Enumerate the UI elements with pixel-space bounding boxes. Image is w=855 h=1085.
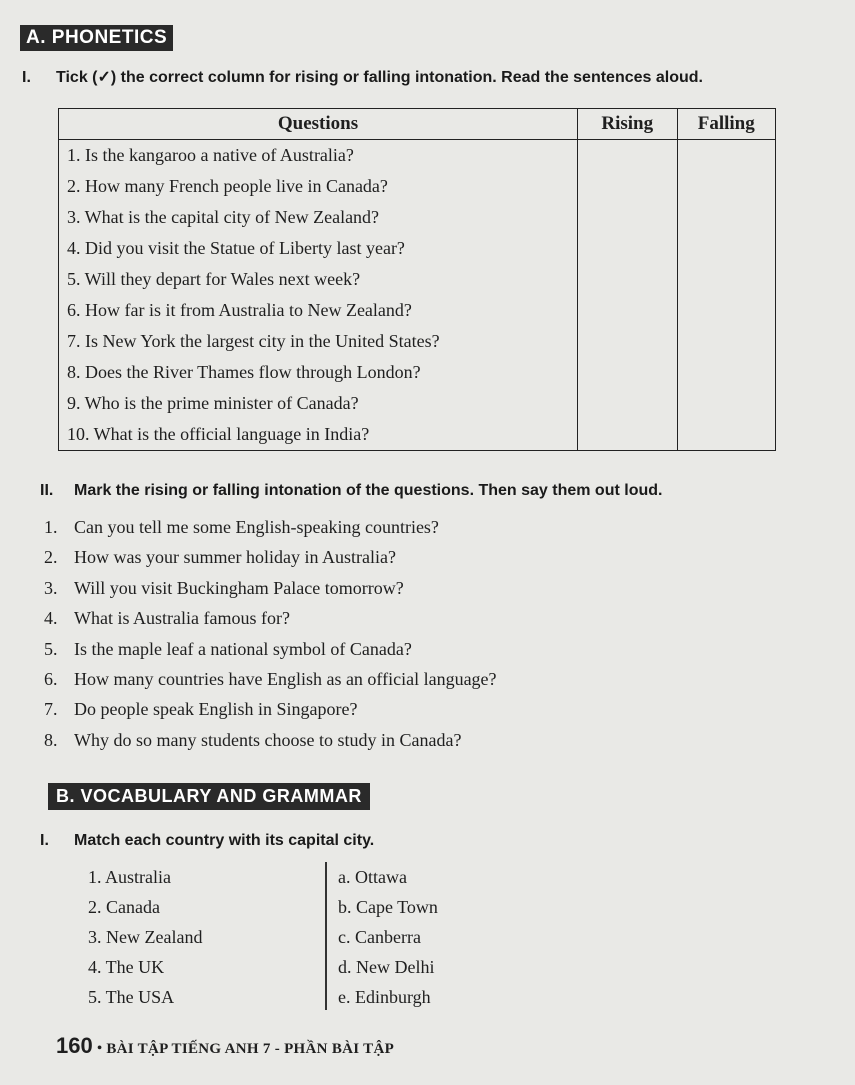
falling-tick-cell[interactable] <box>677 202 776 233</box>
rising-tick-cell[interactable] <box>578 388 677 419</box>
list-item: 5. Is the maple leaf a national symbol of Canada? <box>44 638 412 659</box>
falling-tick-cell[interactable] <box>677 326 776 357</box>
falling-tick-cell[interactable] <box>677 233 776 264</box>
falling-header: Falling <box>677 109 776 140</box>
question-cell: 9. Who is the prime minister of Canada? <box>59 388 578 419</box>
exercise-b1-number: I. <box>40 832 49 849</box>
falling-tick-cell[interactable] <box>677 140 776 172</box>
footer-bullet: • <box>96 1040 103 1057</box>
table-row <box>59 295 776 326</box>
exercise-a1-instruction <box>22 67 703 87</box>
table-row <box>59 202 776 233</box>
list-item: 1. Can you tell me some English-speaking countries? <box>44 517 439 537</box>
question-cell: 6. How far is it from Australia to New Zealand? <box>59 295 578 326</box>
rising-tick-cell[interactable] <box>578 295 677 326</box>
country-item: 5. The USA <box>88 987 175 1007</box>
rising-tick-cell[interactable] <box>578 357 677 388</box>
country-item: 4. The UK <box>88 957 165 977</box>
falling-tick-cell[interactable] <box>677 388 776 419</box>
exercise-a2-text: Mark the rising or falling intonation of the questions. Then say them out loud. <box>74 482 663 499</box>
question-cell: 4. Did you visit the Statue of Liberty last year? <box>59 233 578 264</box>
question-cell: 3. What is the capital city of New Zealand? <box>59 202 578 233</box>
list-item: 3. Will you visit Buckingham Palace tomorrow? <box>44 577 404 598</box>
exercise-a2-number: II. <box>40 482 54 499</box>
list-item: 4. What is Australia famous for? <box>44 608 290 629</box>
country-item: 3. New Zealand <box>88 927 203 947</box>
question-cell: 7. Is New York the largest city in the United States? <box>59 326 578 357</box>
question-cell: 5. Will they depart for Wales next week? <box>59 264 578 295</box>
capital-item: d. New Delhi <box>338 957 435 977</box>
table-row <box>59 171 776 202</box>
question-cell: 10. What is the official language in India? <box>59 419 578 451</box>
rising-tick-cell[interactable] <box>578 419 677 451</box>
rising-tick-cell[interactable] <box>578 202 677 233</box>
table-row <box>59 357 776 388</box>
table-row <box>59 233 776 264</box>
rising-tick-cell[interactable] <box>578 264 677 295</box>
list-item: 8. Why do so many students choose to study in Canada? <box>44 729 462 750</box>
exercise-b1-text: Match each country with its capital city. <box>74 832 375 849</box>
question-cell: 1. Is the kangaroo a native of Australia? <box>59 140 578 172</box>
falling-tick-cell[interactable] <box>677 171 776 202</box>
list-item: 2. How was your summer holiday in Australia? <box>44 547 396 568</box>
table-row <box>59 388 776 419</box>
country-item: 2. Canada <box>88 897 160 917</box>
falling-tick-cell[interactable] <box>677 419 776 451</box>
section-b-heading: B. VOCABULARY AND GRAMMAR <box>48 783 370 810</box>
capital-item: e. Edinburgh <box>338 987 431 1007</box>
exercise-a1-number: I. <box>22 69 31 86</box>
falling-tick-cell[interactable] <box>677 295 776 326</box>
rising-tick-cell[interactable] <box>578 233 677 264</box>
rising-tick-cell[interactable] <box>578 171 677 202</box>
intonation-question-list <box>44 512 497 755</box>
falling-tick-cell[interactable] <box>677 264 776 295</box>
intonation-table <box>58 108 776 451</box>
match-divider <box>325 862 327 1010</box>
table-row <box>59 264 776 295</box>
table-row <box>59 140 776 172</box>
questions-header: Questions <box>59 109 578 140</box>
exercise-a2-instruction <box>40 482 662 500</box>
rising-tick-cell[interactable] <box>578 326 677 357</box>
table-row <box>59 326 776 357</box>
exercise-b1-instruction <box>40 832 374 850</box>
rising-header: Rising <box>578 109 677 140</box>
book-title: BÀI TẬP TIẾNG ANH 7 - PHẦN BÀI TẬP <box>106 1041 395 1057</box>
country-item: 1. Australia <box>88 867 171 887</box>
table-row <box>59 419 776 451</box>
list-item: 7. Do people speak English in Singapore? <box>44 699 358 720</box>
rising-tick-cell[interactable] <box>578 140 677 172</box>
capital-item: a. Ottawa <box>338 867 407 887</box>
capital-item: c. Canberra <box>338 927 421 947</box>
list-item: 6. How many countries have English as an official language? <box>44 668 497 689</box>
capital-item: b. Cape Town <box>338 897 438 917</box>
exercise-a1-text: Tick (✓) the correct column for rising or falling intonation. Read the sentences aloud. <box>56 69 703 86</box>
falling-tick-cell[interactable] <box>677 357 776 388</box>
question-cell: 2. How many French people live in Canada? <box>59 171 578 202</box>
question-cell: 8. Does the River Thames flow through London? <box>59 357 578 388</box>
page-footer <box>56 1033 394 1059</box>
page-number: 160 <box>56 1033 93 1058</box>
section-a-heading: A. PHONETICS <box>20 25 173 51</box>
